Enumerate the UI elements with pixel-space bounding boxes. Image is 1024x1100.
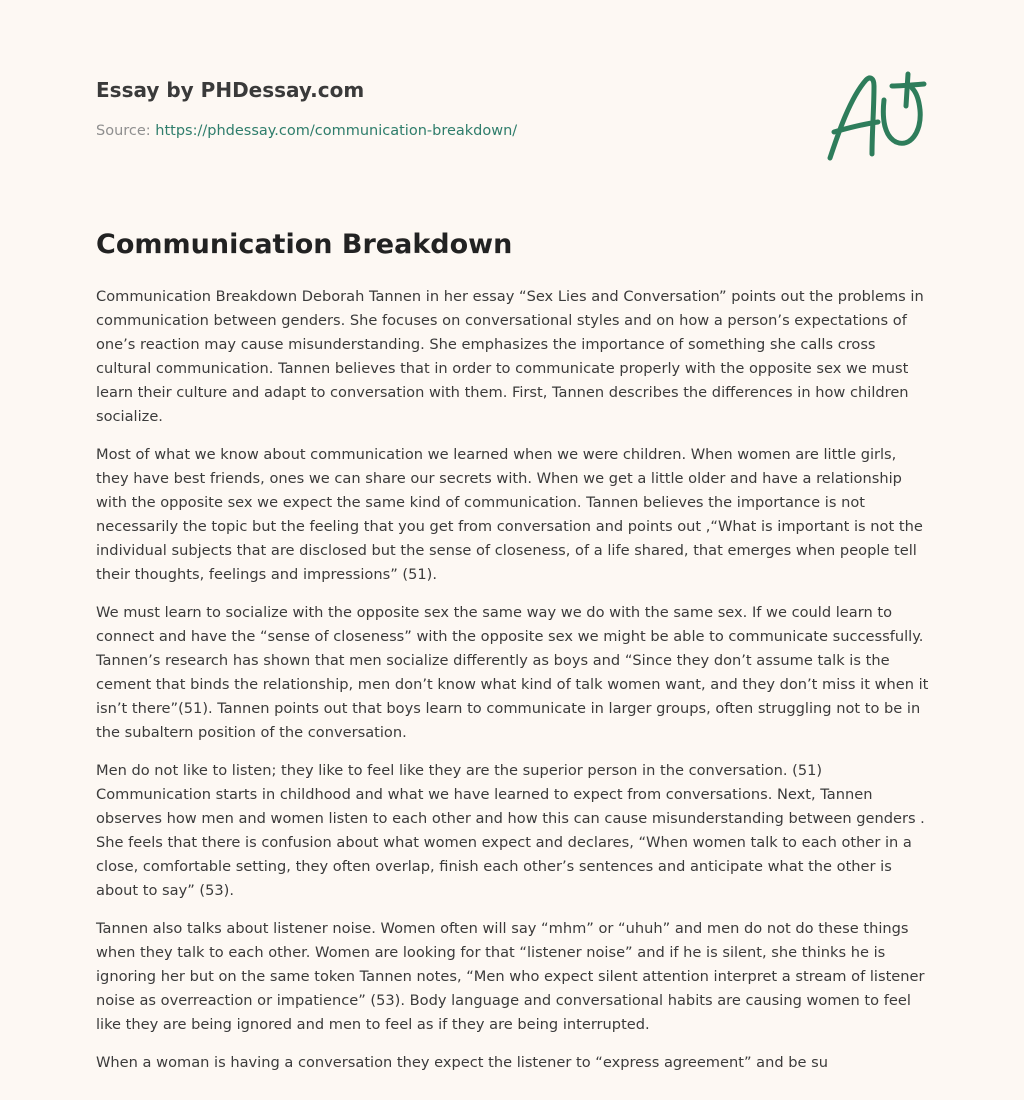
paragraph: When a woman is having a conversation they expect the listener to “express agreement” and be su: [96, 1054, 829, 1071]
source-label: Source:: [96, 123, 156, 139]
paragraph: We must learn to socialize with the opposite sex the same way we do with the same sex. If we could learn to connect and have the “sense of closeness” with the opposite sex we might be able to communicate successfully. Tannen’s research has shown that men socialize differently as boys and “Since they don’t assume talk is the cement that binds the relationship, men don’t know what kind of talk women want, and they don’t miss it when it isn’t there”(51). Tannen points out that boys learn to communicate in larger groups, often struggling not to be in the subaltern position of the conversation.: [96, 604, 929, 741]
source-link[interactable]: https://phdessay.com/communication-breakdown/: [155, 123, 518, 139]
essay-title: Communication Breakdown: [96, 229, 513, 260]
paragraph: Men do not like to listen; they like to feel like they are the superior person in the conversation. (51) Communication starts in childhood and what we have learned to expect from conversations. Next, Tannen observes how men and women listen to each other and how this can cause misunderstanding between genders . She feels that there is confusion about what women expect and declares, “When women talk to each other in a close, comfortable setting, they often overlap, finish each other’s sentences and anticipate what the other is about to say” (53).: [96, 762, 925, 899]
brand-title: Essay by PHDessay.com: [96, 78, 365, 102]
paragraph: Most of what we know about communication we learned when we were children. When women are little girls, they have best friends, ones we can share our secrets with. When we get a little older and have a relationship with the opposite sex we expect the same kind of communication. Tannen believes the importance is not necessarily the topic but the feeling that you get from conversation and points out ,“What is important is not the individual subjects that are disclosed but the sense of closeness, of a life shared, that emerges when people tell their thoughts, feelings and impressions” (51).: [96, 446, 923, 583]
essay-body: [96, 285, 932, 1089]
paragraph: Tannen also talks about listener noise. Women often will say “mhm” or “uhuh” and men do not do these things when they talk to each other. Women are looking for that “listener noise” and if he is silent, she thinks he is ignoring her but on the same token Tannen notes, “Men who expect silent attention interpret a stream of listener noise as overreaction or impatience” (53). Body language and conversational habits are causing women to feel like they are being ignored and men to feel as if they are being interrupted.: [96, 920, 925, 1033]
source-line: [96, 120, 928, 142]
paragraph: Communication Breakdown Deborah Tannen in her essay “Sex Lies and Conversation” points out the problems in communication between genders. She focuses on conversational styles and on how a person’s expectations of one’s reaction may cause misunderstanding. She emphasizes the importance of something she calls cross cultural communication. Tannen believes that in order to communicate properly with the opposite sex we must learn their culture and adapt to conversation with them. First, Tannen describes the differences in how children socialize.: [96, 288, 924, 425]
a-plus-logo-icon: [820, 66, 930, 170]
page-header: [96, 76, 928, 142]
